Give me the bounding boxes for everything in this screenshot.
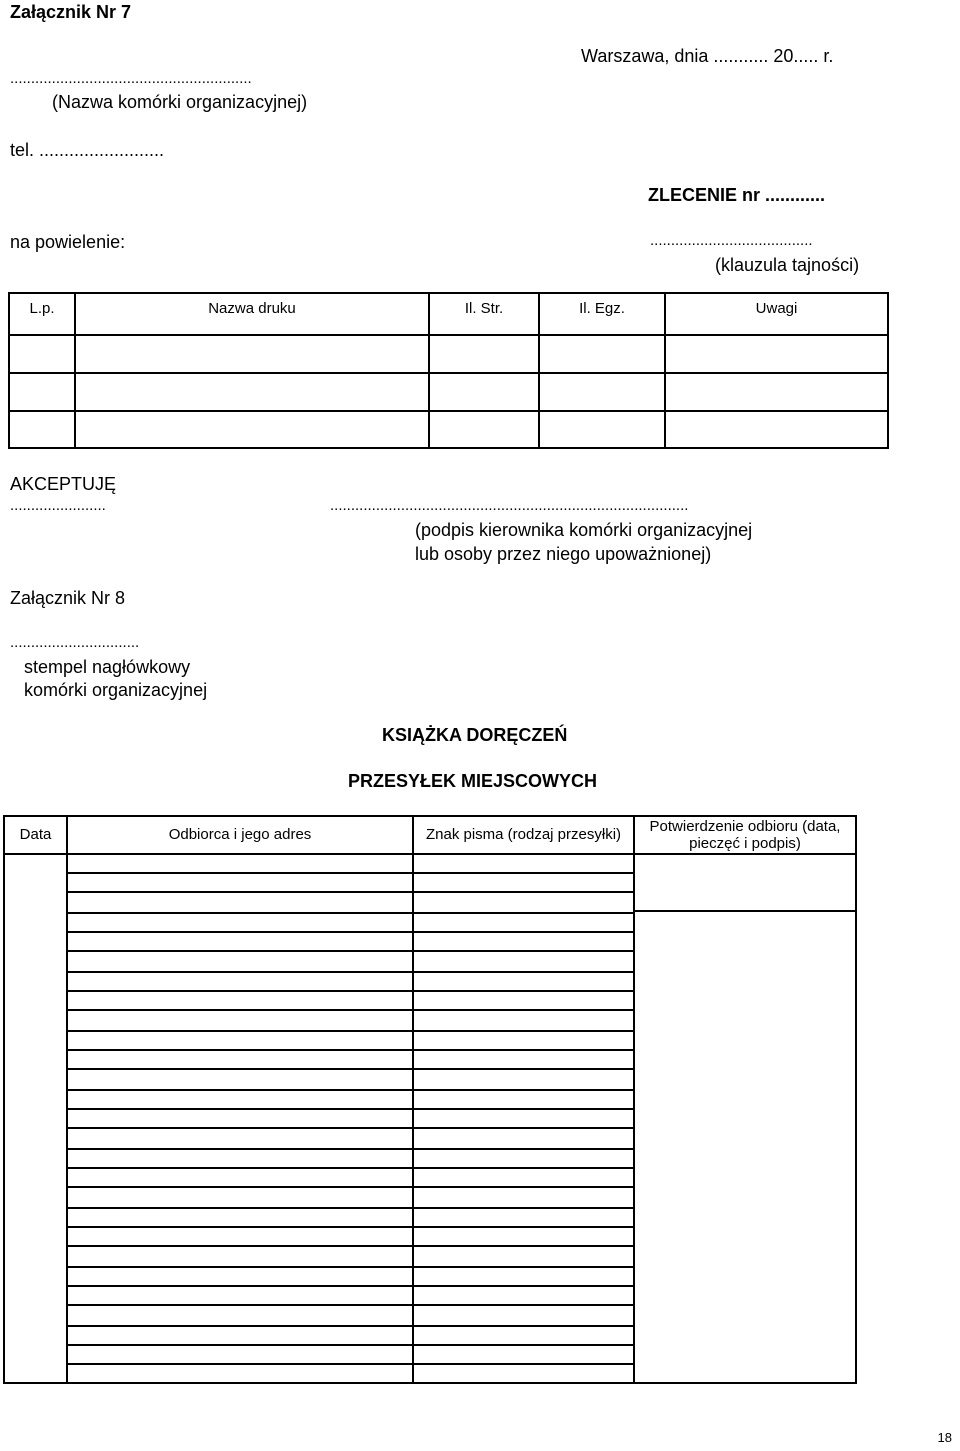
col-header-pages: Il. Str.	[464, 300, 504, 317]
table-row-line	[67, 950, 634, 952]
col-header-notes: Uwagi	[755, 300, 798, 317]
col-header-confirmation-line1: Potwierdzenie odbioru (data,	[649, 818, 841, 835]
table-block-line	[67, 1089, 634, 1091]
col-header-recipient: Odbiorca i jego adres	[168, 826, 312, 843]
table-block-line	[67, 1148, 634, 1150]
page-number: 18	[937, 1430, 952, 1445]
table-block-line	[67, 1207, 634, 1209]
order-number: ZLECENIE nr ............	[648, 185, 826, 205]
table-block-line	[67, 912, 634, 914]
clause-label: (klauzula tajności)	[715, 255, 860, 275]
unit-label: (Nazwa komórki organizacyjnej)	[52, 92, 308, 112]
table-row-line	[67, 1127, 634, 1129]
place-date: Warszawa, dnia ........... 20..... r.	[581, 46, 834, 66]
stamp-line2: komórki organizacyjnej	[24, 680, 208, 700]
table-block-line	[67, 1325, 634, 1327]
signature-dots: ......................................................................................	[330, 497, 689, 514]
table-row-line	[67, 1167, 634, 1169]
table-row-line	[67, 1344, 634, 1346]
table-row-line	[67, 990, 634, 992]
annex7-title: Załącznik Nr 7	[10, 2, 132, 22]
annex8-title: Załącznik Nr 8	[10, 588, 126, 608]
col-header-copies: Il. Egz.	[579, 300, 625, 317]
book-subheading: PRZESYŁEK MIEJSCOWYCH	[348, 771, 598, 791]
table-row-line	[67, 931, 634, 933]
col-header-lp: L.p.	[29, 300, 55, 317]
table-block-line	[67, 1030, 634, 1032]
accept-dots: .......................	[10, 497, 106, 514]
phone-line: tel. .........................	[10, 140, 165, 160]
table-row-line	[67, 1049, 634, 1051]
table-row-line	[67, 1304, 634, 1306]
table-row-line	[67, 1285, 634, 1287]
book-heading: KSIĄŻKA DORĘCZEŃ	[382, 725, 568, 745]
signature-line1: (podpis kierownika komórki organizacyjnej	[415, 520, 753, 540]
accept-label: AKCEPTUJĘ	[10, 474, 117, 494]
table-row-line	[67, 1068, 634, 1070]
clause-dots: .......................................	[650, 232, 813, 249]
signature-line2: lub osoby przez niego upoważnionej)	[415, 544, 712, 564]
table-row-line	[67, 1108, 634, 1110]
col-header-confirmation-line2: pieczęć i podpis)	[689, 835, 801, 852]
col-header-reference: Znak pisma (rodzaj przesyłki)	[425, 826, 622, 843]
stamp-dots: ...............................	[10, 634, 140, 651]
stamp-line1: stempel nagłówkowy	[24, 657, 191, 677]
table-row-line	[67, 891, 634, 893]
table-row-line	[67, 1186, 634, 1188]
table-block-line	[67, 1266, 634, 1268]
unit-dots: ..........................................................	[10, 70, 252, 87]
col-header-print-name: Nazwa druku	[208, 300, 296, 317]
table-block-line	[67, 971, 634, 973]
copy-label: na powielenie:	[10, 232, 126, 252]
table-row-line	[67, 1226, 634, 1228]
table-row-line	[67, 1245, 634, 1247]
col-header-date: Data	[19, 826, 52, 843]
table-row-line	[67, 872, 634, 874]
table-row-line	[67, 1363, 634, 1365]
table-row-line	[67, 1009, 634, 1011]
